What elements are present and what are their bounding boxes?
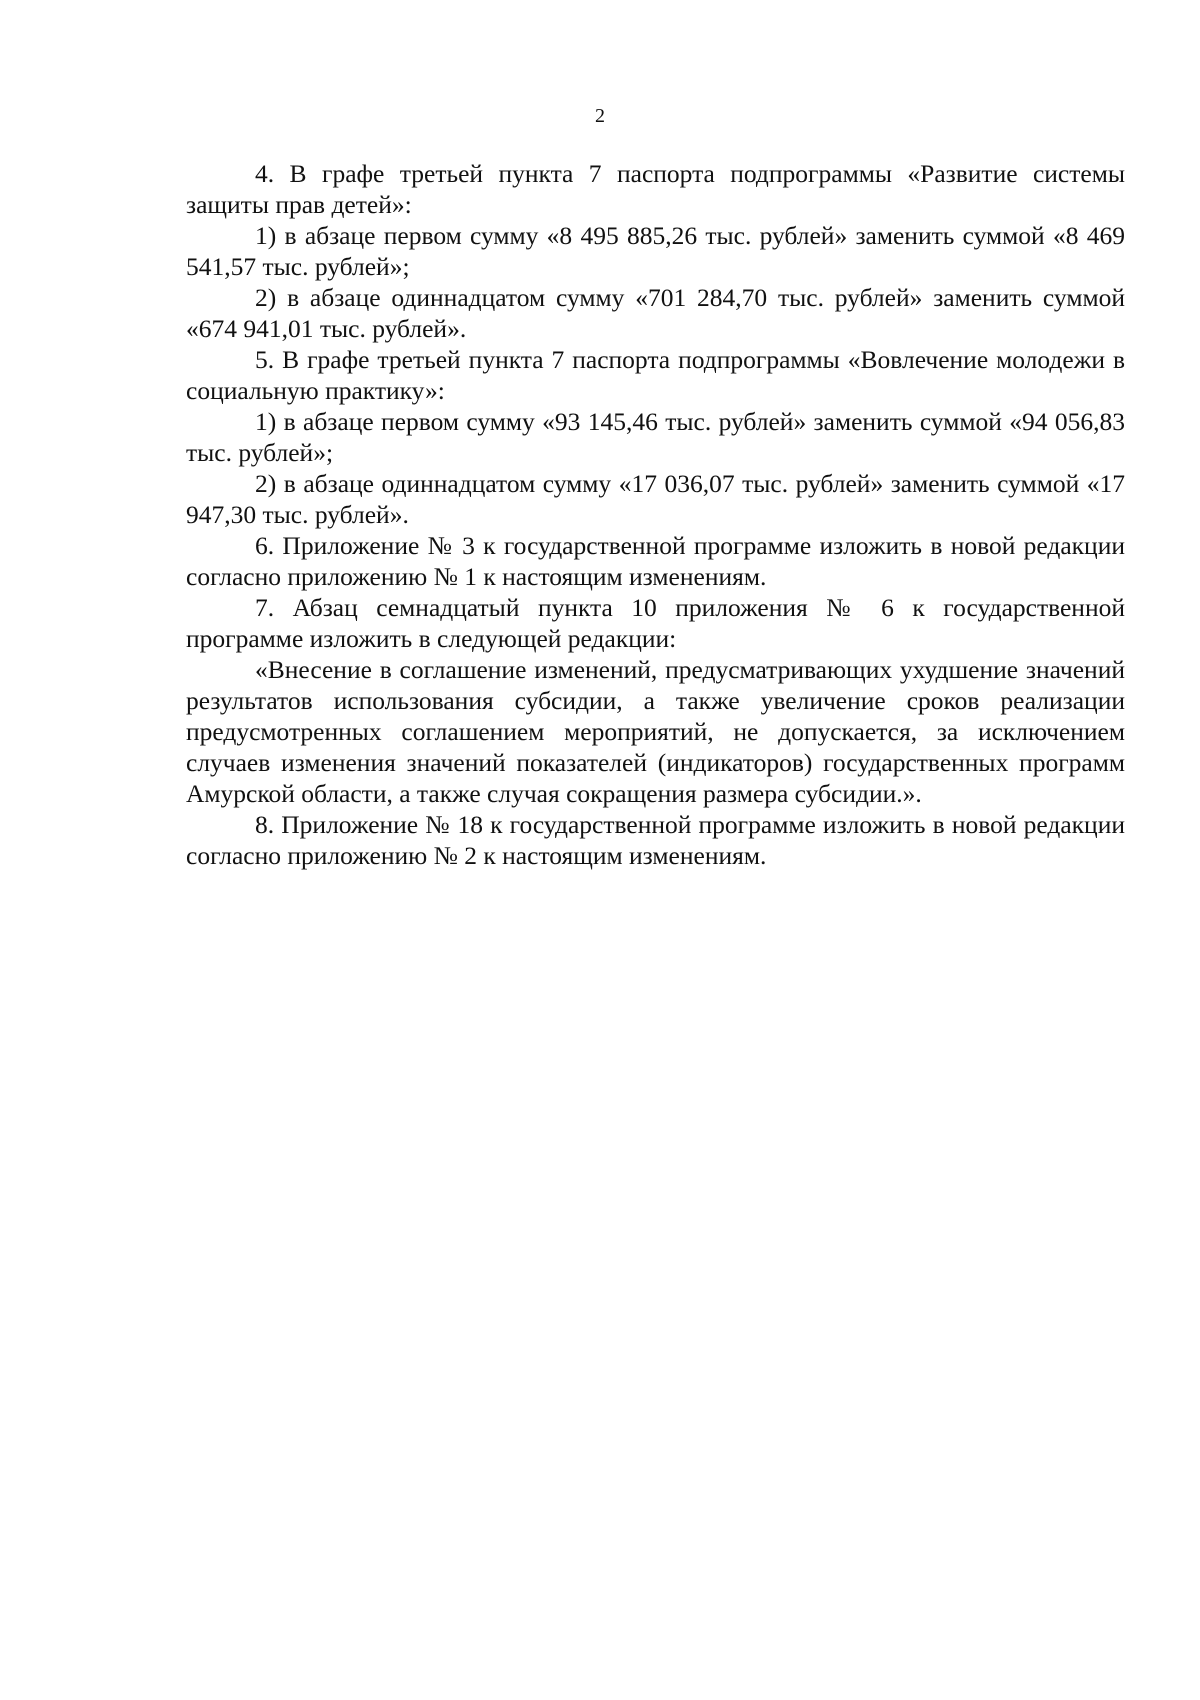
paragraph-item-4: 4. В графе третьей пункта 7 паспорта подпрограммы «Развитие системы защиты прав детей»: (186, 159, 1125, 219)
paragraph-quoted-text: «Внесение в соглашение изменений, предусматривающих ухудшение значений результатов использования субсидии, а также увеличение сроков реализации предусмотренных соглашением мероприятий, не допускается, за исключением случаев изменения значений показателей (индикаторов) государственных программ Амурской области, а также случая сокращения размера субсидии.». (186, 655, 1125, 808)
paragraph-item-6: 6. Приложение № 3 к государственной программе изложить в новой редакции согласно приложению № 1 к настоящим изменениям. (186, 531, 1125, 591)
paragraph-subitem-5-2: 2) в абзаце одиннадцатом сумму «17 036,07 тыс. рублей» заменить суммой «17 947,30 тыс. рублей». (186, 469, 1125, 529)
paragraph-item-7: 7. Абзац семнадцатый пункта 10 приложения № 6 к государственной программе изложить в следующей редакции: (186, 593, 1125, 653)
paragraph-item-5: 5. В графе третьей пункта 7 паспорта подпрограммы «Вовлечение молодежи в социальную практику»: (186, 345, 1125, 405)
paragraph-item-8: 8. Приложение № 18 к государственной программе изложить в новой редакции согласно приложению № 2 к настоящим изменениям. (186, 810, 1125, 870)
page-number: 2 (595, 105, 605, 127)
paragraph-subitem-5-1: 1) в абзаце первом сумму «93 145,46 тыс. рублей» заменить суммой «94 056,83 тыс. рублей»; (186, 407, 1125, 467)
paragraph-subitem-4-1: 1) в абзаце первом сумму «8 495 885,26 тыс. рублей» заменить суммой «8 469 541,57 тыс. рублей»; (186, 221, 1125, 281)
document-body (186, 158, 1125, 871)
paragraph-subitem-4-2: 2) в абзаце одиннадцатом сумму «701 284,70 тыс. рублей» заменить суммой «674 941,01 тыс. рублей». (186, 283, 1125, 343)
